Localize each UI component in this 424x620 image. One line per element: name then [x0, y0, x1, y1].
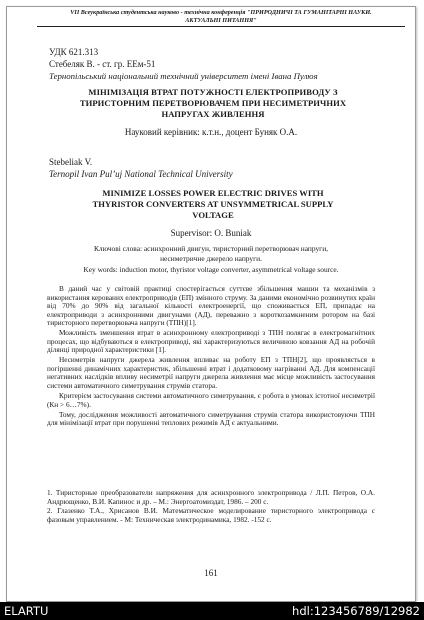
body-paragraph: В даний час у світовій практиці спостерігається суттєве збільшення машин та механізмів з використання керованих електроприводів (ЕП) змінного струму. За даними економічно розвинутих країн від 70% до 90% від загальної кількості електроенергії, що споживається ЕП, припадає на електроприводи з асинхронними двигунами (АД), переважно з короткозамкненим ротором на базі тиристорного перетворювача напруги (ТПН)[1]. — [47, 284, 375, 328]
document-page — [6, 6, 416, 602]
university-en: Ternopil Ivan Pul’uj National Technical University — [49, 169, 233, 179]
keywords-ua — [47, 244, 375, 263]
udk-code: УДК 621.313 — [49, 47, 99, 57]
conference-header — [37, 9, 405, 27]
keywords-en: Key words: induction motor, thyristor voltage converter, asymmetrical voltage source. — [83, 265, 339, 274]
viewer-footer — [0, 602, 424, 620]
keywords-ua-line: Ключові слова: асинхронний двигун, тиристорний перетворювач напруги, — [93, 244, 328, 253]
repository-label: ELARTU — [4, 604, 49, 618]
title-ua-line: ТИРИСТОРНИМ ПЕРЕТВОРЮВАЧЕМ ПРИ НЕСИМЕТРИЧНИХ — [79, 98, 347, 108]
supervisor-en: Supervisor: O. Buniak — [170, 228, 252, 238]
title-en-line: THYRISTOR CONVERTERS AT UNSYMMETRICAL SUPPLY — [92, 199, 334, 209]
university-ua: Тернопільський національний технічний університет імені Івана Пулюя — [49, 71, 318, 81]
body-paragraph: Тому, дослідження можливості автоматичного симетрування струмів статора використовуючи ТПН для мінімізації втрат при порушенні теплових режимів АД є актуальними. — [47, 409, 375, 428]
title-ua-line: НАПРУГАХ ЖИВЛЕННЯ — [161, 109, 265, 119]
supervisor-ua: Науковий керівник: к.т.н., доцент Буняк О.А. — [124, 127, 298, 137]
page-number: 161 — [204, 568, 218, 578]
references — [47, 489, 375, 525]
handle-label: hdl:123456789/12982 — [292, 604, 420, 618]
keywords-ua-line: несиметричне джерело напруги. — [160, 253, 262, 263]
title-ua — [41, 87, 385, 120]
reference-item: 1. Тиристорные преобразователи напряжения для асинхронного электропривода / Л.П. Петров, О.А. Андрющенко, В.И. Капинос и др. – М.: Энергоатомиздат, 1986. – 200 с. — [47, 488, 375, 506]
body-paragraph: Можливість зменшення втрат в асинхронному електроприводі з ТПН полягає в електромагнітних процесах, що відбуваються в електроприводі, які характеризуються величиною ковзання АД на робочій ділянці природної характеристики [1]. — [47, 328, 375, 355]
title-en — [41, 188, 385, 221]
reference-item: 2. Глазенко Т.А., Хрисанов В.И. Математическое моделирование тиристорного электропривода с фазовым управлением. - М: Техническая электродинамика, 1982. -152 с. — [47, 506, 375, 524]
title-en-line: MINIMIZE LOSSES POWER ELECTRIC DRIVES WITH — [102, 188, 324, 198]
author-ua: Стебеляк В. - ст. гр. ЕЕм-51 — [49, 59, 156, 69]
header-line-1: VII Всеукраїнська студентська науково - технічна конференція "ПРИРОДНИЧІ ТА ГУМАНІТАРНІ НАУКИ. — [70, 9, 372, 16]
title-en-line: VOLTAGE — [192, 210, 234, 220]
body-paragraph: Несиметрія напруги джерела живлення впливає на роботу ЕП з ТПН[2], що проявляється в погіршенні динамічних характеристик, збільшенні втрат і додатковому нагріванні АД. Для компенсації негативних наслідків впливу несиметрії напруги джерела живлення має місце можливість застосування системи автоматичного симетрування струмів статора. — [47, 355, 375, 391]
body-text — [47, 285, 375, 429]
title-ua-line: МІНІМІЗАЦІЯ ВТРАТ ПОТУЖНОСТІ ЕЛЕКТРОПРИВОДУ З — [88, 87, 338, 97]
header-line-2: АКТУАЛЬНІ ПИТАННЯ" — [185, 16, 257, 24]
body-paragraph: Критерієм застосування системи автоматичного симетрування, є робота в умовах істотної несиметрії (Кн > 6…7%). — [47, 391, 375, 409]
author-en: Stebeliak V. — [49, 157, 93, 167]
